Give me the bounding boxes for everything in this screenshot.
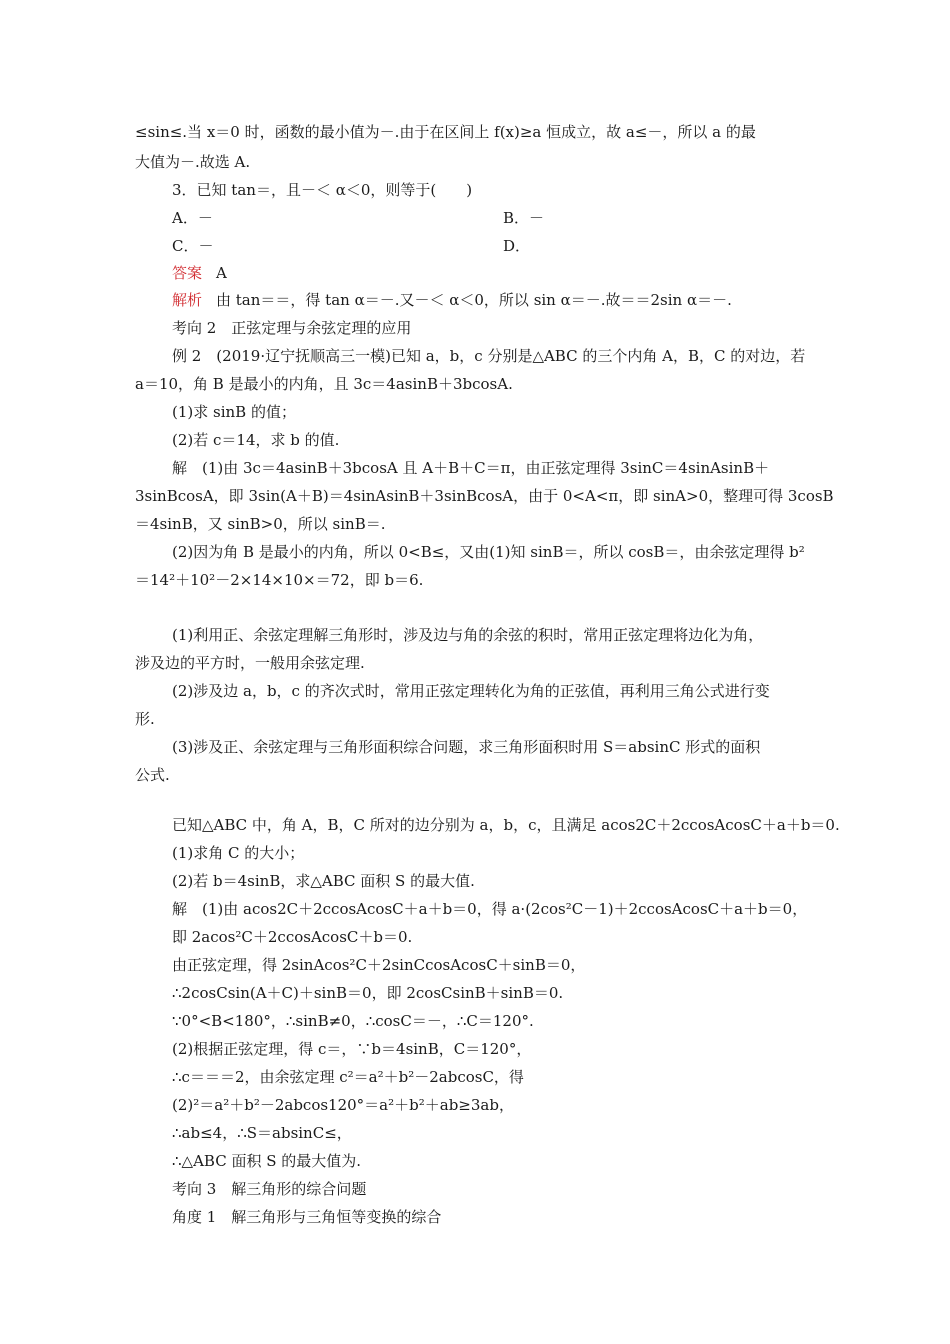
option-a: A．－ bbox=[172, 209, 213, 227]
text-line: ∴△ABC 面积 S 的最大值为. bbox=[172, 1152, 362, 1170]
exercise-stem: 已知△ABC 中，角 A，B，C 所对的边分别为 a，b，c，且满足 acos2C＋2ccosAcosC＋a＋b＝0. bbox=[172, 816, 840, 834]
analysis-label: 解析 bbox=[172, 291, 203, 309]
example-2-stem: 例 2 (2019·辽宁抚顺高三一模)已知 a，b，c 分别是△ABC 的三个内角 A，B，C 的对边，若 bbox=[172, 347, 806, 365]
text-line: ≤sin≤.当 x＝0 时，函数的最小值为－.由于在区间上 f(x)≥a 恒成立，故 a≤－，所以 a 的最 bbox=[135, 123, 756, 141]
analysis-text: 由 tan＝＝，得 tan α＝－.又－＜ α＜0，所以 sin α＝－.故＝＝2sin α＝－. bbox=[216, 291, 732, 309]
text-line: 大值为－.故选 A. bbox=[135, 153, 251, 171]
tip-line: (3)涉及正、余弦定理与三角形面积综合问题，求三角形面积时用 S＝absinC 形式的面积 bbox=[172, 738, 761, 756]
text-line: ＝14²＋10²－2×14×10×＝72，即 b＝6. bbox=[135, 571, 424, 589]
tip-line: 公式. bbox=[135, 766, 170, 784]
answer-line bbox=[172, 263, 227, 283]
text-line: (1)求角 C 的大小； bbox=[172, 844, 305, 862]
text-line: (2)²＝a²＋b²－2abcos120°＝a²＋b²＋ab≥3ab， bbox=[172, 1096, 514, 1114]
text-line: (1)求 sinB 的值； bbox=[172, 403, 296, 421]
section-heading: 考向 2 正弦定理与余弦定理的应用 bbox=[172, 319, 412, 337]
text-line: (2)若 b＝4sinB，求△ABC 面积 S 的最大值. bbox=[172, 872, 475, 890]
subsection-heading: 角度 1 解三角形与三角恒等变换的综合 bbox=[172, 1208, 442, 1226]
solution-line: 解 (1)由 3c＝4asinB＋3bcosA 且 A＋B＋C＝π，由正弦定理得 3sinC＝4sinAsinB＋ bbox=[172, 459, 770, 477]
question-3-stem: 3．已知 tan＝，且－＜ α＜0，则等于( ) bbox=[172, 181, 473, 199]
text-line: ∵0°<B<180°，∴sinB≠0，∴cosC＝－，∴C＝120°. bbox=[172, 1012, 534, 1030]
text-line: ∴2cosCsin(A＋C)＋sinB＝0，即 2cosCsinB＋sinB＝0. bbox=[172, 984, 564, 1002]
option-b: B．－ bbox=[503, 209, 545, 227]
section-heading: 考向 3 解三角形的综合问题 bbox=[172, 1180, 367, 1198]
tip-line: (1)利用正、余弦定理解三角形时，涉及边与角的余弦的积时，常用正弦定理将边化为角， bbox=[172, 626, 764, 644]
text-line: ＝4sinB，又 sinB>0，所以 sinB＝. bbox=[135, 515, 386, 533]
tip-line: 涉及边的平方时，一般用余弦定理. bbox=[135, 654, 365, 672]
option-d: D． bbox=[503, 237, 531, 255]
text-line: (2)因为角 B 是最小的内角，所以 0<B≤，又由(1)知 sinB＝，所以 cosB＝，由余弦定理得 b² bbox=[172, 543, 805, 561]
answer-value: A bbox=[216, 264, 227, 282]
text-line: (2)根据正弦定理，得 c＝，∵b＝4sinB，C＝120°， bbox=[172, 1040, 532, 1058]
text-line: 3sinBcosA，即 3sin(A＋B)＝4sinAsinB＋3sinBcosA，由于 0<A<π，即 sinA>0，整理可得 3cosB bbox=[135, 487, 834, 505]
text-line: 由正弦定理，得 2sinAcos²C＋2sinCcosAcosC＋sinB＝0， bbox=[172, 956, 586, 974]
solution-line: 解 (1)由 acos2C＋2ccosAcosC＋a＋b＝0，得 a·(2cos²C－1)＋2ccosAcosC＋a＋b＝0， bbox=[172, 900, 808, 918]
analysis-line bbox=[172, 290, 732, 310]
option-c: C．－ bbox=[172, 237, 214, 255]
tip-line: 形. bbox=[135, 710, 155, 728]
answer-label: 答案 bbox=[172, 264, 203, 282]
text-line: a＝10，角 B 是最小的内角，且 3c＝4asinB＋3bcosA. bbox=[135, 375, 513, 393]
text-line: ∴ab≤4，∴S＝absinC≤， bbox=[172, 1124, 352, 1142]
text-line: (2)若 c＝14，求 b 的值. bbox=[172, 431, 340, 449]
text-line: ∴c＝＝＝2，由余弦定理 c²＝a²＋b²－2abcosC，得 bbox=[172, 1068, 524, 1086]
text-line: 即 2acos²C＋2ccosAcosC＋b＝0. bbox=[172, 928, 413, 946]
tip-line: (2)涉及边 a，b，c 的齐次式时，常用正弦定理转化为角的正弦值，再利用三角公式进行变 bbox=[172, 682, 770, 700]
